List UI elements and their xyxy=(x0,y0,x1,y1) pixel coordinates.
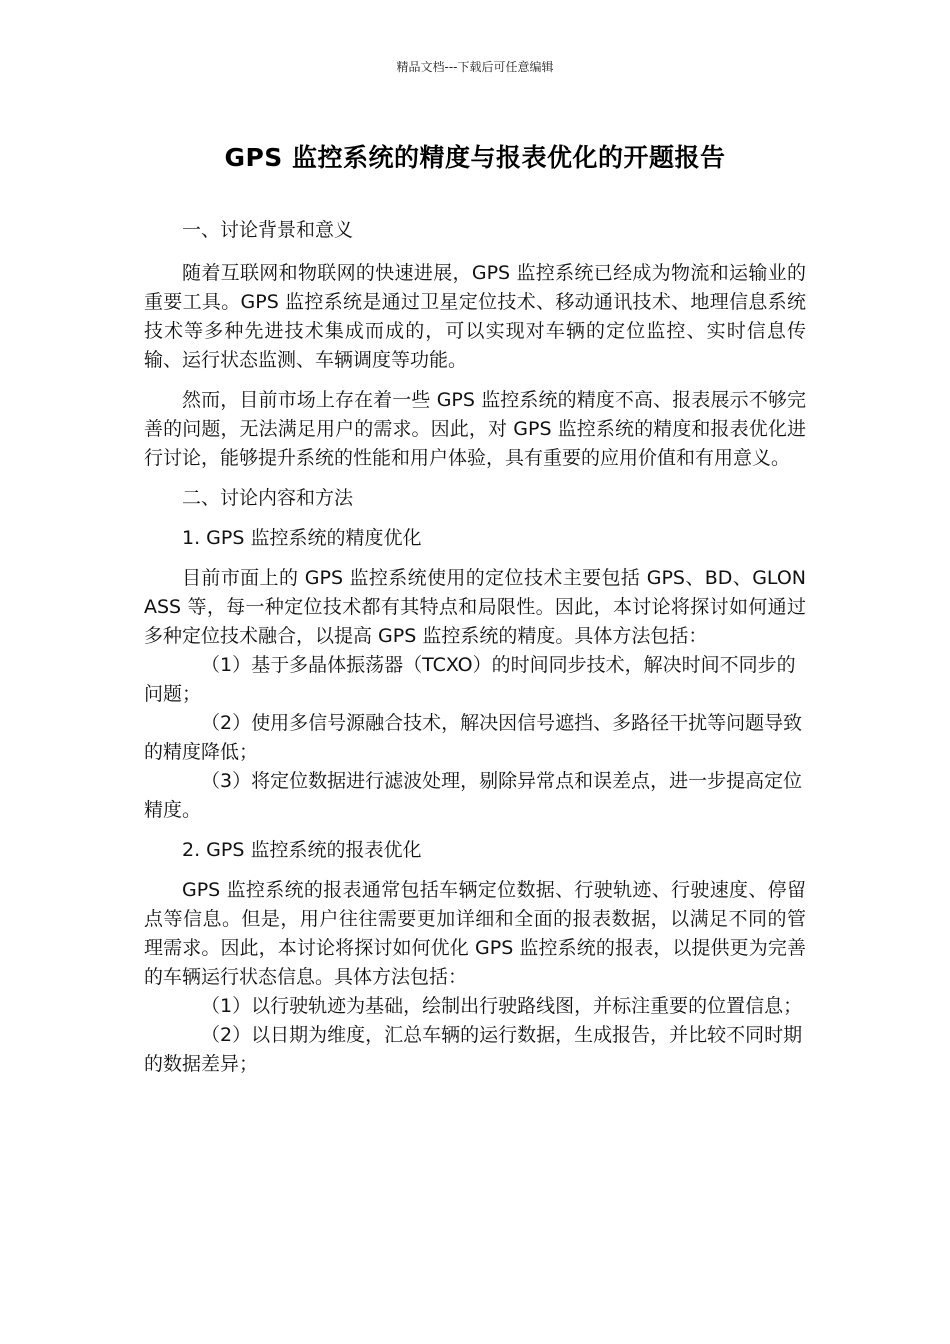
list-item-precision-3: （3）将定位数据进行滤波处理，剔除异常点和误差点，进一步提高定位精度。 xyxy=(144,770,803,821)
paragraph-background-1: 随着互联网和物联网的快速进展，GPS 监控系统已经成为物流和运输业的重要工具。GPS 监控系统是通过卫星定位技术、移动通讯技术、地理信息系统技术等多种先进技术集成而成的，可以实现对车辆的定位监控、实时信息传输、运行状态监测、车辆调度等功能。 xyxy=(144,262,806,371)
section-heading-background: 一、讨论背景和意义 xyxy=(182,219,354,241)
subsection-heading-precision: 1. GPS 监控系统的精度优化 xyxy=(182,527,422,549)
paragraph-background-2: 然而，目前市场上存在着一些 GPS 监控系统的精度不高、报表展示不够完善的问题，无法满足用户的需求。因此，对 GPS 监控系统的精度和报表优化进行讨论，能够提升系统的性能和用户体验，具有重要的应用价值和有用意义。 xyxy=(144,389,806,469)
list-item-precision-1: （1）基于多晶体振荡器（TCXO）的时间同步技术，解决时间不同步的问题； xyxy=(144,654,796,705)
paragraph-report: GPS 监控系统的报表通常包括车辆定位数据、行驶轨迹、行驶速度、停留点等信息。但是，用户往往需要更加详细和全面的报表数据，以满足不同的管理需求。因此，本讨论将探讨如何优化 GPS 监控系统的报表，以提供更为完善的车辆运行状态信息。具体方法包括： xyxy=(144,879,806,988)
subsection-heading-report: 2. GPS 监控系统的报表优化 xyxy=(182,839,422,861)
paragraph-precision: 目前市面上的 GPS 监控系统使用的定位技术主要包括 GPS、BD、GLONASS 等，每一种定位技术都有其特点和局限性。因此，本讨论将探讨如何通过多种定位技术融合，以提高 GPS 监控系统的精度。具体方法包括： xyxy=(144,567,806,647)
document-body xyxy=(144,216,806,1079)
list-item-report-1: （1）以行驶轨迹为基础，绘制出行驶路线图，并标注重要的位置信息； xyxy=(201,995,803,1017)
list-item-precision-2: （2）使用多信号源融合技术，解决因信号遮挡、多路径干扰等问题导致的精度降低； xyxy=(144,712,803,763)
section-heading-content-methods: 二、讨论内容和方法 xyxy=(182,487,354,509)
list-item-report-2: （2）以日期为维度，汇总车辆的运行数据，生成报告，并比较不同时期的数据差异； xyxy=(144,1024,803,1075)
header-note: 精品文档---下载后可任意编辑 xyxy=(396,60,554,74)
document-title: GPS 监控系统的精度与报表优化的开题报告 xyxy=(224,143,726,172)
